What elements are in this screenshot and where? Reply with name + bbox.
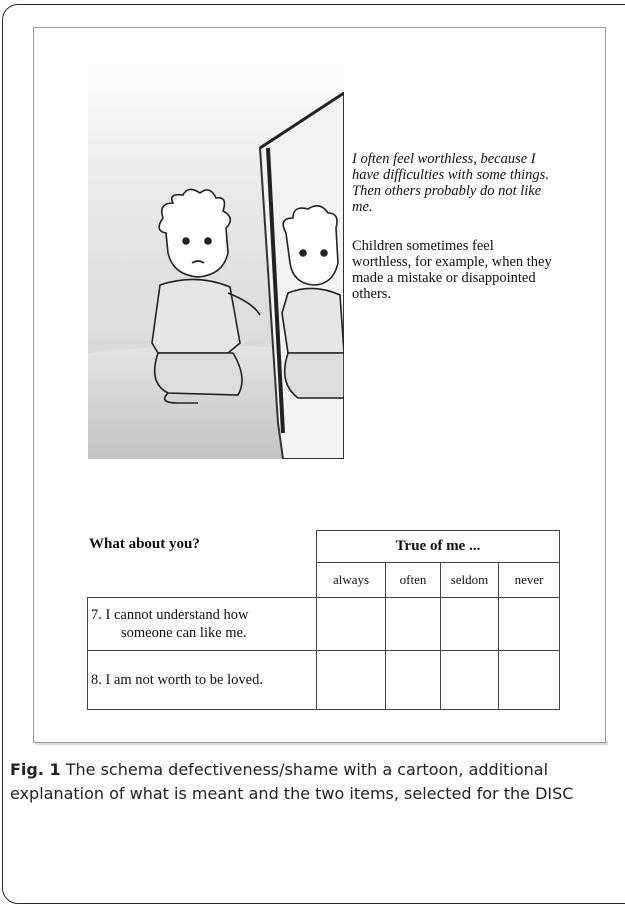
column-always: always <box>317 563 386 598</box>
item-7-seldom-cell[interactable] <box>441 598 499 651</box>
item-7-never-cell[interactable] <box>499 598 560 651</box>
quote-text: I often feel worthless, because I have difficulties with some things. Then others probably do not like me. <box>352 151 549 215</box>
item-7-line2: someone can like me. <box>121 625 247 641</box>
table-row <box>88 651 560 710</box>
true-of-me-header: True of me ... <box>317 531 560 563</box>
item-7-text <box>88 598 317 651</box>
item-8-seldom-cell[interactable] <box>441 651 499 710</box>
cartoon-illustration <box>88 53 344 459</box>
item-7-always-cell[interactable] <box>317 598 386 651</box>
item-8-text <box>88 651 317 710</box>
item-8-line1: 8. I am not worth to be loved. <box>91 672 263 688</box>
item-8-never-cell[interactable] <box>499 651 560 710</box>
explanation-text: Children sometimes feel worthless, for example, when they made a mistake or disappointed others. <box>352 238 552 302</box>
caption-text: The schema defectiveness/shame with a cartoon, additional explanation of what is meant and the two items, selected for the DISC <box>10 760 574 803</box>
item-8-often-cell[interactable] <box>386 651 441 710</box>
column-never: never <box>499 563 560 598</box>
table-row <box>88 598 560 651</box>
figure-label: Fig. 1 <box>10 760 61 779</box>
item-7-line1: 7. I cannot understand how <box>91 607 249 623</box>
question-heading: What about you? <box>89 536 200 552</box>
column-often: often <box>386 563 441 598</box>
figure-caption <box>10 758 615 806</box>
item-8-always-cell[interactable] <box>317 651 386 710</box>
response-table <box>87 530 560 710</box>
item-7-often-cell[interactable] <box>386 598 441 651</box>
column-seldom: seldom <box>441 563 499 598</box>
